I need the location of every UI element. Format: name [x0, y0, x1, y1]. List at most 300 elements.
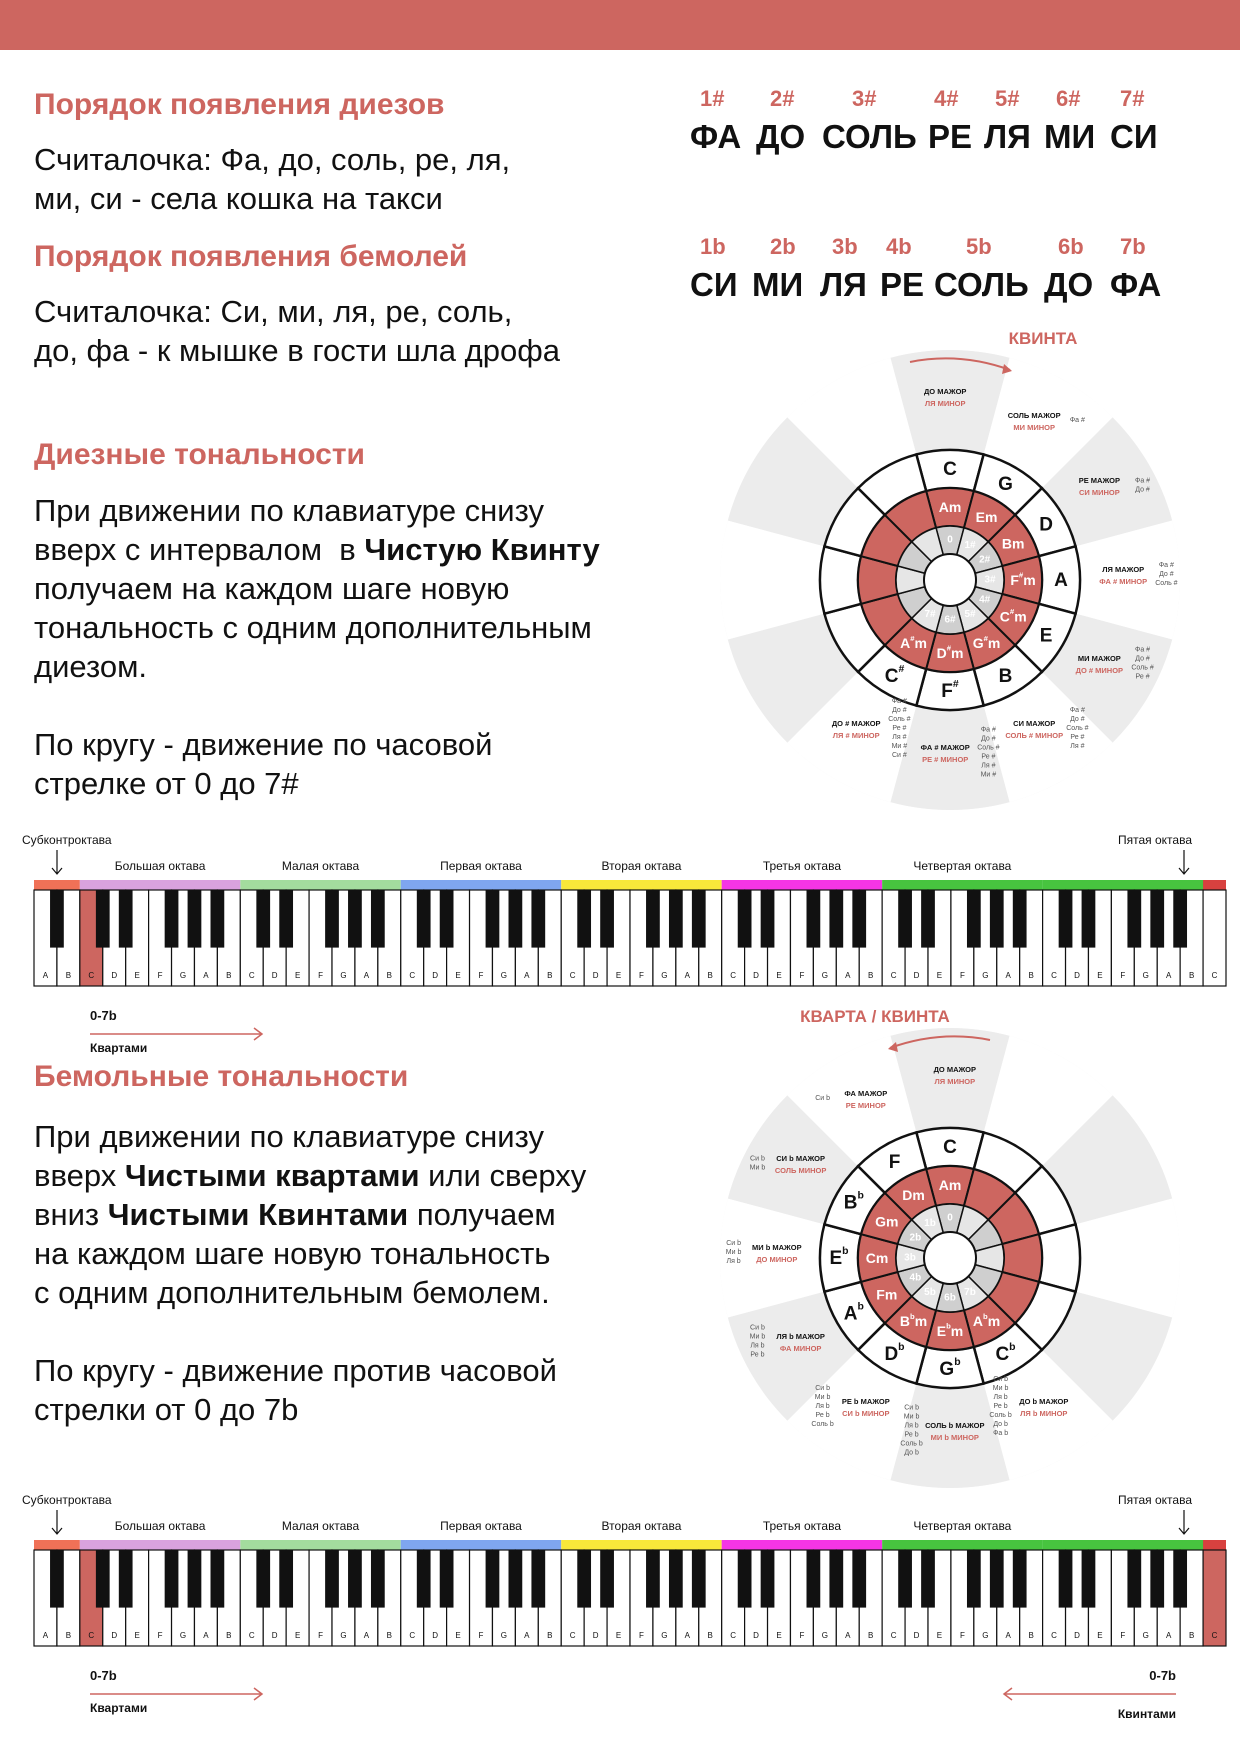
white-key-note: A	[1166, 1631, 1172, 1640]
key-signature-note: Ре #	[1070, 734, 1085, 742]
key-signature-note: Фа #	[980, 726, 996, 734]
black-key	[486, 890, 500, 948]
sharp-keys-title: Диезные тональности	[34, 438, 365, 471]
major-key-name: РЕ b МАЖОР	[841, 1397, 890, 1407]
right-arrow-icon	[90, 1688, 262, 1700]
minor-key-label: D#m	[936, 643, 964, 661]
key-signature-note: Фа #	[1135, 646, 1151, 654]
white-key-note: D	[111, 971, 118, 980]
major-key-label: C	[943, 458, 957, 480]
white-key-note: G	[982, 971, 989, 980]
black-key	[669, 1550, 683, 1608]
accidental-count: 0	[947, 534, 953, 546]
minor-key-label: $B^bm$	[899, 1311, 928, 1330]
minor-key-label: $E^bm$	[936, 1321, 964, 1339]
white-key-note: A	[1005, 1631, 1011, 1640]
flat-note: СИ	[690, 266, 738, 303]
minor-key-label: Bm	[1001, 535, 1025, 552]
white-key-note: F	[318, 971, 323, 980]
flat-number: 4b	[886, 234, 912, 259]
white-key-note: F	[959, 971, 965, 980]
minor-key-name: ЛЯ b МИНОР	[1020, 1409, 1068, 1419]
subcontra-label: Субконтроктава	[22, 833, 112, 847]
key-signature-note: До b	[993, 1421, 1008, 1429]
white-key-note: G	[661, 971, 668, 980]
octave-label: Малая октава	[281, 1519, 360, 1533]
fifth-octave-label: Пятая октава	[1118, 1493, 1192, 1507]
paragraph-line: диезом.	[34, 649, 147, 684]
text-run: вверх с интервалом в	[34, 532, 365, 567]
key-signature-note: До #	[981, 735, 996, 743]
sharp-number: 1#	[700, 86, 725, 111]
sharps-rhyme-line-2: ми, си - села кошка на такси	[34, 181, 443, 216]
key-signature-note: Ре #	[1135, 673, 1150, 681]
black-key	[371, 890, 385, 948]
major-key-name: ФА # МАЖОР	[920, 743, 970, 752]
major-key-label: C#	[884, 663, 905, 687]
white-key-note: G	[500, 971, 508, 980]
white-key-note: D	[432, 1631, 439, 1640]
key-signature-note: Ми b	[814, 1394, 831, 1402]
paragraph-line: с одним дополнительным бемолем.	[34, 1275, 550, 1310]
black-key	[188, 1550, 202, 1608]
white-key-note: F	[318, 1631, 323, 1640]
white-key-note: G	[1142, 971, 1149, 980]
flat-note: ЛЯ	[820, 266, 867, 303]
black-key	[852, 1550, 866, 1608]
piano-keyboard-sharps	[0, 826, 1240, 1055]
minor-key-label: A#m	[900, 633, 927, 652]
octave-label: Четвертая октава	[913, 1519, 1012, 1533]
white-key-note: D	[271, 1631, 278, 1640]
key-signature-note: Ми b	[749, 1333, 766, 1341]
sharp-number: 7#	[1120, 86, 1145, 111]
white-key-note: E	[1097, 971, 1103, 980]
white-key-note: G	[1142, 1631, 1149, 1640]
key-signature-note: Соль b	[900, 1440, 923, 1448]
octave-band-fifth	[1203, 1540, 1226, 1550]
start-label: 0-7b	[90, 1008, 117, 1023]
sharp-note: СОЛЬ	[822, 118, 917, 155]
key-signature-note: Фа #	[1135, 477, 1151, 485]
white-key-note: D	[432, 971, 439, 980]
key-signature-note: Соль #	[1066, 725, 1089, 733]
white-key-note: E	[776, 971, 782, 980]
sharps-rhyme	[34, 140, 510, 218]
white-key-note: B	[707, 971, 713, 980]
down-arrow-icon	[1179, 1510, 1189, 1534]
black-key	[211, 890, 225, 948]
flats-rhyme-line-1: Считалочка: Си, ми, ля, ре, соль,	[34, 294, 513, 329]
text-run: или сверху	[419, 1158, 587, 1193]
white-key-note: A	[1005, 971, 1011, 980]
octave-band	[882, 1540, 1042, 1550]
accidental-count: 2#	[979, 554, 991, 566]
accidental-count: 0	[947, 1212, 953, 1224]
white-key-note: C	[890, 971, 897, 980]
white-key-note: A	[684, 1631, 690, 1640]
black-key	[96, 1550, 110, 1608]
minor-key-label: Fm	[876, 1286, 898, 1303]
minor-key-label: $A^bm$	[972, 1311, 1001, 1330]
major-key-label: F	[888, 1151, 901, 1173]
major-key-name: МИ МАЖОР	[1077, 654, 1121, 663]
white-key-note: B	[1188, 1631, 1195, 1640]
octave-band	[401, 880, 561, 890]
direction-label: КВИНТА	[1008, 329, 1078, 348]
white-key-note: B	[65, 971, 72, 980]
white-key-note: F	[1120, 971, 1126, 980]
white-key-note: C	[409, 1631, 416, 1640]
paragraph-line: на каждом шаге новую тональность	[34, 1236, 551, 1271]
white-key-note: A	[363, 971, 370, 980]
major-key-label: C	[943, 1136, 957, 1158]
minor-key-name: ЛЯ МИНОР	[934, 1077, 976, 1086]
key-signature-note: Ми b	[749, 1164, 766, 1172]
white-key-note: E	[134, 971, 140, 980]
key-signature-note: Фа #	[891, 698, 907, 706]
key-signature-note: Соль b	[989, 1412, 1012, 1420]
black-key	[829, 1550, 843, 1608]
black-key	[577, 890, 591, 948]
accidental-count: 6b	[944, 1292, 956, 1304]
key-signature-note: Си b	[815, 1094, 831, 1102]
minor-key-name: ДО # МИНОР	[1075, 666, 1124, 675]
octave-band-sub	[34, 880, 80, 890]
black-key	[188, 890, 202, 948]
white-key-note: A	[203, 971, 209, 980]
black-key	[807, 890, 821, 948]
white-key-note: C	[88, 1631, 95, 1640]
flats-rhyme	[34, 292, 560, 370]
flat-note: СОЛЬ	[934, 266, 1029, 303]
minor-key-name: СИ b МИНОР	[842, 1409, 890, 1419]
black-key	[646, 1550, 660, 1608]
white-key-note: G	[340, 1631, 347, 1640]
black-key	[807, 1550, 821, 1608]
key-signature-note: Фа b	[993, 1430, 1009, 1438]
black-key	[165, 890, 179, 948]
white-key-note: F	[639, 971, 644, 980]
white-key-note: D	[753, 971, 759, 980]
key-signature-note: До #	[1159, 571, 1174, 578]
accidental-count: 5#	[964, 609, 976, 621]
white-key-note: D	[111, 1631, 118, 1640]
key-signature-note: До #	[1070, 716, 1085, 724]
major-key-name: МИ b МАЖОР	[752, 1243, 802, 1252]
flat-number: 3b	[832, 234, 858, 259]
text-run: вниз	[34, 1197, 108, 1232]
key-signature-note: Фа #	[1158, 562, 1174, 569]
minor-key-label: Cm	[865, 1250, 889, 1266]
black-key	[692, 1550, 706, 1608]
black-key	[96, 890, 110, 948]
black-key	[921, 1550, 935, 1608]
white-key-note: A	[524, 971, 530, 980]
black-key	[761, 1550, 775, 1608]
key-signature-note: Соль #	[1155, 580, 1178, 587]
accidental-count: 1#	[964, 539, 976, 551]
major-key-name: ДО МАЖОР	[933, 1065, 977, 1074]
accidental-count: 4b	[909, 1272, 922, 1284]
octave-label: Большая октава	[114, 859, 206, 873]
octave-band	[80, 1540, 240, 1550]
minor-key-label: Dm	[902, 1186, 925, 1203]
sharp-keys-paragraph	[34, 491, 600, 803]
black-key	[509, 890, 523, 948]
flat-number: 7b	[1120, 234, 1146, 259]
key-signature-note: Фа #	[1069, 707, 1085, 715]
black-key	[738, 890, 752, 948]
major-ring-sector	[820, 546, 861, 613]
white-key-note: C	[1051, 1631, 1057, 1640]
white-key-note: D	[271, 971, 278, 980]
white-key-note: A	[845, 1631, 851, 1640]
octave-label: Первая октава	[440, 1519, 522, 1533]
sharp-note: ФА	[690, 118, 742, 155]
down-arrow-icon	[1179, 850, 1189, 874]
black-key	[600, 1550, 614, 1608]
octave-band-fifth	[1203, 880, 1226, 890]
key-signature-note: Ля b	[904, 1422, 919, 1430]
white-key-note: A	[524, 1631, 530, 1640]
white-key-note: B	[386, 1631, 392, 1640]
black-key	[531, 1550, 545, 1608]
black-key	[990, 890, 1004, 948]
accidental-count: 5b	[924, 1287, 936, 1299]
white-key-note: A	[684, 971, 690, 980]
black-key	[50, 1550, 64, 1608]
octave-band-sub	[34, 1540, 80, 1550]
octave-band	[240, 1540, 400, 1550]
white-key-note: E	[294, 971, 301, 980]
paragraph-line: стрелки от 0 до 7b	[34, 1392, 299, 1427]
accidental-count: 2b	[909, 1232, 922, 1244]
black-key	[486, 1550, 500, 1608]
key-signature-note: Ре b	[750, 1351, 765, 1359]
octave-label: Вторая октава	[601, 1519, 682, 1533]
white-key-note: G	[821, 1631, 828, 1640]
white-key-note: C	[730, 971, 737, 980]
minor-key-name: СОЛЬ # МИНОР	[1005, 731, 1064, 741]
left-arrow-icon	[1004, 1688, 1176, 1700]
white-key-note: C	[1211, 971, 1218, 980]
black-key	[761, 890, 775, 948]
sharp-number: 6#	[1056, 86, 1081, 111]
fifth-octave-label: Пятая октава	[1118, 833, 1192, 847]
key-signature-note: Соль #	[977, 744, 1000, 752]
paragraph-line	[34, 1195, 586, 1234]
major-key-name: РЕ МАЖОР	[1078, 476, 1120, 485]
black-key	[256, 1550, 270, 1608]
key-signature-note: Ля #	[892, 734, 907, 742]
bold-run: Чистыми квартами	[124, 1158, 420, 1193]
key-signature-note: Ре b	[993, 1403, 1008, 1411]
sharp-number: 5#	[995, 86, 1020, 111]
major-key-name: СИ b МАЖОР	[776, 1154, 826, 1163]
white-key-note: F	[478, 971, 484, 980]
black-key	[165, 1550, 179, 1608]
black-key	[279, 1550, 293, 1608]
minor-key-name: МИ b МИНОР	[930, 1433, 979, 1442]
black-key	[898, 890, 912, 948]
white-key-note: F	[799, 1631, 805, 1640]
black-key	[325, 1550, 339, 1608]
black-key	[325, 890, 339, 948]
accidental-count: 6#	[944, 614, 956, 626]
white-key-note: C	[88, 971, 95, 980]
major-key-name: ДО # МАЖОР	[831, 719, 881, 729]
black-key	[692, 890, 706, 948]
flat-keys-title: Бемольные тональности	[34, 1060, 409, 1093]
sharp-note: РЕ	[928, 118, 973, 155]
octave-band	[722, 880, 882, 890]
white-key-note: D	[913, 971, 920, 980]
black-key	[1082, 1550, 1096, 1608]
black-key	[119, 1550, 133, 1608]
white-key-note: B	[1028, 971, 1034, 980]
key-signature-note: До b	[904, 1449, 919, 1457]
key-signature-note: Ре #	[892, 725, 907, 733]
major-key-label: $D^b$	[884, 1341, 905, 1365]
key-signature-note: Ля b	[993, 1394, 1008, 1402]
black-key	[829, 890, 843, 948]
white-key-note: B	[226, 971, 232, 980]
white-key-note: A	[363, 1631, 370, 1640]
flat-note: ДО	[1044, 266, 1094, 303]
flat-note: МИ	[752, 266, 804, 303]
paragraph-line: По кругу - движение против часовой	[34, 1353, 557, 1388]
left-caption: Квартами	[90, 1701, 148, 1715]
major-key-label: G	[998, 473, 1013, 495]
sharp-note: СИ	[1110, 118, 1158, 155]
black-key	[50, 890, 64, 948]
octave-band	[561, 1540, 721, 1550]
start-label: 0-7b	[90, 1668, 117, 1683]
paragraph-line: получаем на каждом шаге новую	[34, 571, 510, 606]
white-key-note: B	[547, 971, 553, 980]
key-signature-note: Ля b	[726, 1258, 741, 1265]
black-key	[1150, 1550, 1164, 1608]
paragraph-line: При движении по клавиатуре снизу	[34, 1119, 544, 1154]
key-signature-note: Ля #	[1070, 743, 1085, 751]
major-key-name: ФА МАЖОР	[844, 1088, 888, 1098]
top-banner	[0, 0, 1240, 50]
major-key-label: B	[998, 665, 1013, 687]
white-key-note: A	[203, 1631, 209, 1640]
black-key	[279, 890, 293, 948]
black-key	[990, 1550, 1004, 1608]
black-key	[852, 890, 866, 948]
black-key	[1150, 890, 1164, 948]
paragraph-line	[34, 1156, 586, 1195]
key-signature-note: Си b	[904, 1404, 920, 1412]
white-key-note: B	[1028, 1631, 1034, 1640]
octave-label: Третья октава	[762, 859, 842, 873]
white-key-note: C	[409, 971, 416, 980]
sharp-number: 4#	[934, 86, 959, 111]
text-run: вверх	[34, 1158, 125, 1193]
flat-number: 6b	[1058, 234, 1084, 259]
circle-of-fifths-flats	[700, 1008, 1200, 1508]
white-key-note: B	[65, 1631, 72, 1640]
white-key-note: F	[157, 971, 163, 980]
paragraph-line: тональность с одним дополнительным	[34, 610, 592, 645]
minor-key-label: Am	[938, 1177, 962, 1193]
black-key	[348, 890, 362, 948]
major-key-name: ЛЯ МАЖОР	[1102, 565, 1145, 574]
white-key-note: B	[868, 1631, 874, 1640]
white-key-note: G	[179, 1631, 187, 1640]
key-signature-note: Соль #	[1131, 664, 1154, 672]
white-key-note: D	[592, 971, 599, 980]
octave-band	[401, 1540, 561, 1550]
major-key-label: A	[1054, 569, 1068, 591]
white-key-note: G	[661, 1631, 668, 1640]
white-key-note: G	[982, 1631, 989, 1640]
key-signature-note: Ре b	[815, 1412, 830, 1420]
sharps-sequence	[690, 86, 1170, 176]
minor-key-label: Gm	[875, 1213, 899, 1230]
key-signature-note: Ми #	[891, 743, 908, 751]
flat-note: РЕ	[880, 266, 925, 303]
major-key-name: СОЛЬ МАЖОР	[1007, 410, 1061, 420]
minor-key-name: СИ МИНОР	[1078, 488, 1120, 497]
black-key	[1127, 890, 1141, 948]
white-key-note: F	[959, 1631, 965, 1640]
major-key-label: $B^b$	[843, 1189, 864, 1213]
white-key-note: C	[248, 971, 255, 980]
octave-band	[561, 880, 721, 890]
major-key-label: F#	[941, 678, 959, 702]
key-signature-note: Ми b	[992, 1385, 1009, 1393]
key-signature-note: Соль #	[888, 716, 911, 724]
black-key	[1173, 1550, 1187, 1608]
octave-label: Первая октава	[440, 859, 522, 873]
key-signature-note: Ми b	[903, 1413, 920, 1421]
key-signature-note: Фа #	[1069, 416, 1085, 424]
major-key-label: $C^b$	[995, 1341, 1016, 1365]
black-key	[669, 890, 683, 948]
black-key	[119, 890, 133, 948]
minor-key-name: РЕ # МИНОР	[922, 755, 969, 764]
white-key-note: F	[799, 971, 805, 980]
black-key	[1059, 890, 1073, 948]
key-signature-note: Си #	[891, 752, 907, 760]
white-key-note: F	[1120, 1631, 1126, 1640]
paragraph-line: стрелке от 0 до 7#	[34, 766, 299, 801]
black-key	[417, 890, 431, 948]
black-key	[256, 890, 270, 948]
black-key	[1013, 890, 1027, 948]
white-key-note: C	[569, 1631, 576, 1640]
black-key	[1013, 1550, 1027, 1608]
white-key-note: C	[730, 1631, 737, 1640]
accidental-count: 3b	[904, 1252, 916, 1264]
flat-number: 2b	[770, 234, 796, 259]
octave-band-extra	[1043, 1540, 1204, 1550]
octave-label: Третья октава	[762, 1519, 842, 1533]
white-key-note: B	[386, 971, 392, 980]
black-key	[509, 1550, 523, 1608]
accidental-count: 1b	[924, 1217, 936, 1229]
key-signature-note: Си b	[750, 1324, 765, 1332]
paragraph-line: При движении по клавиатуре снизу	[34, 493, 544, 528]
octave-label: Вторая октава	[601, 859, 682, 873]
white-key-note: G	[500, 1631, 508, 1640]
accidental-count: 7#	[924, 609, 936, 621]
sharp-number: 2#	[770, 86, 795, 111]
